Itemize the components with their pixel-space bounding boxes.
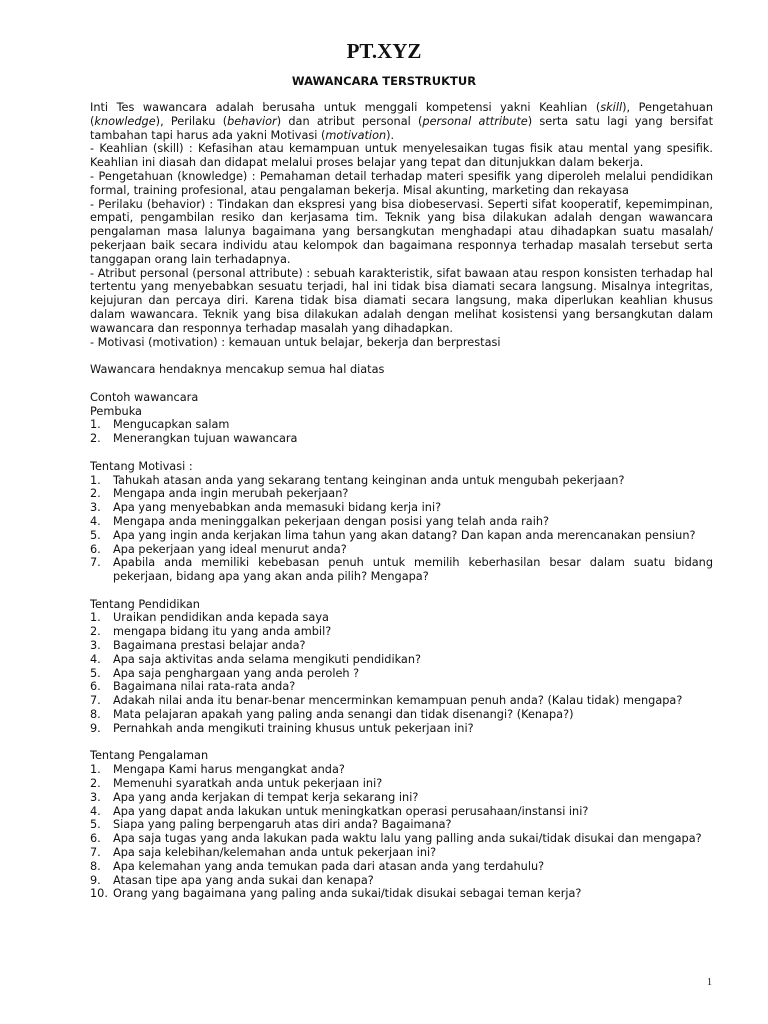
question-sections bbox=[90, 405, 713, 902]
list-item-number: 6. bbox=[90, 542, 101, 556]
list-item-number: 9. bbox=[90, 873, 101, 887]
list-item-number: 2. bbox=[90, 487, 101, 501]
list-item-number: 6. bbox=[90, 832, 101, 846]
list-item-text: Apa saja tugas yang anda lakukan pada waktu lalu yang palling anda sukai/tidak disukai dan mengapa? bbox=[113, 832, 702, 846]
list-item bbox=[90, 887, 713, 901]
list-item bbox=[90, 832, 713, 846]
summary-text: Wawancara hendaknya mencakup semua hal diatas bbox=[90, 363, 385, 377]
list-item-text: Mengucapkan salam bbox=[113, 418, 230, 432]
list-item-number: 8. bbox=[90, 708, 101, 722]
intro-text: ), Perilaku ( bbox=[155, 114, 228, 128]
list-item-text: Atasan tipe apa yang anda sukai dan kenapa? bbox=[113, 873, 374, 887]
list-item-number: 6. bbox=[90, 680, 101, 694]
list-item bbox=[90, 818, 713, 832]
list-item bbox=[90, 611, 713, 625]
section-heading: Tentang Pengalaman bbox=[90, 749, 209, 763]
list-item-text: mengapa bidang itu yang anda ambil? bbox=[113, 625, 332, 639]
section-heading: Tentang Motivasi : bbox=[90, 459, 193, 473]
question-list bbox=[90, 763, 713, 901]
list-item-number: 2. bbox=[90, 625, 101, 639]
list-item-text: Siapa yang paling berpengaruh atas diri anda? Bagaimana? bbox=[113, 818, 452, 832]
list-item bbox=[90, 874, 713, 888]
definition-knowledge: - Pengetahuan (knowledge) : Pemahaman detail terhadap materi spesifik yang diperoleh melalui pendidikan formal, training profesional, atau pengalaman bekerja. Misal akunting, marketing dan rekayasa bbox=[90, 169, 713, 197]
list-item bbox=[90, 860, 713, 874]
document-body bbox=[90, 101, 713, 901]
list-item-text: Adakah nilai anda itu benar-benar mencerminkan kemampuan penuh anda? (Kalau tidak) mengapa? bbox=[113, 694, 683, 708]
list-item-text: Apa yang dapat anda lakukan untuk meningkatkan operasi perusahaan/instansi ini? bbox=[113, 804, 589, 818]
list-item-number: 1. bbox=[90, 763, 101, 777]
intro-paragraph bbox=[90, 101, 713, 142]
spacer bbox=[90, 736, 713, 750]
list-item-text: Pernahkah anda mengikuti training khusus untuk pekerjaan ini? bbox=[113, 721, 474, 735]
list-item bbox=[90, 791, 713, 805]
spacer bbox=[90, 584, 713, 598]
list-item bbox=[90, 418, 713, 432]
definition-motivation: - Motivasi (motivation) : kemauan untuk belajar, bekerja dan berprestasi bbox=[90, 335, 501, 349]
list-item bbox=[90, 763, 713, 777]
list-item-number: 7. bbox=[90, 694, 101, 708]
intro-term: behavior bbox=[227, 114, 277, 128]
list-item-text: Orang yang bagaimana yang paling anda sukai/tidak disukai sebagai teman kerja? bbox=[113, 887, 582, 901]
page-number: 1 bbox=[707, 977, 712, 988]
list-item bbox=[90, 722, 713, 736]
list-item bbox=[90, 653, 713, 667]
list-item bbox=[90, 543, 713, 557]
list-item-text: Apabila anda memiliki kebebasan penuh untuk memilih keberhasilan besar dalam suatu bidang pekerjaan, bidang apa yang akan anda pilih? Mengapa? bbox=[113, 556, 713, 584]
list-item-number: 5. bbox=[90, 818, 101, 832]
list-item-text: Menerangkan tujuan wawancara bbox=[113, 432, 298, 446]
list-item bbox=[90, 694, 713, 708]
intro-term: personal attribute bbox=[422, 114, 528, 128]
question-list bbox=[90, 611, 713, 735]
intro-text: ). bbox=[386, 128, 395, 142]
definition-personal-attribute: - Atribut personal (personal attribute) : sebuah karakteristik, sifat bawaan atau respon konsisten terhadap hal tertentu yang menyebabkan sesuatu terjadi, hal ini tidak bisa diamati secara langsung. Misalnya integritas, kejujuran dan percaya diri. Karena tidak bisa diamati secara langsung, maka diperlukan keahlian khusus dalam wawancara. Teknik yang bisa dilakukan adalah dengan melihat kosistensi yang bersangkutan dalam wawancara dan responnya terhadap masalah yang dihadapkan. bbox=[90, 266, 713, 335]
list-item bbox=[90, 501, 713, 515]
list-item-number: 2. bbox=[90, 432, 101, 446]
list-item-text: Uraikan pendidikan anda kepada saya bbox=[113, 611, 329, 625]
definitions-list bbox=[90, 142, 713, 349]
list-item-number: 7. bbox=[90, 846, 101, 860]
list-item bbox=[90, 777, 713, 791]
document-subtitle: WAWANCARA TERSTRUKTUR bbox=[291, 74, 477, 88]
list-item-text: Apa kelemahan yang anda temukan pada dari atasan anda yang terdahulu? bbox=[113, 859, 545, 873]
intro-term: knowledge bbox=[94, 114, 156, 128]
list-item bbox=[90, 805, 713, 819]
spacer bbox=[90, 349, 713, 363]
list-item-text: Apa saja kelebihan/kelemahan anda untuk pekerjaan ini? bbox=[113, 846, 437, 860]
definition-behavior: - Perilaku (behavior) : Tindakan dan ekspresi yang bisa diobeservasi. Seperti sifat kooperatif, kepemimpinan, empati, pengambilan resiko dan kerjasama tim. Teknik yang bisa dilakukan adalah dengan wawancara pengalaman masa lalunya bagaimana yang bersangkutan menghadapi atau dihadapkan suatu masalah/ pekerjaan baik secara individu atau kelompok dan bagaimana responnya terhadap masalah tersebut serta tanggapan orang lain terhadapnya. bbox=[90, 197, 713, 266]
list-item-number: 3. bbox=[90, 790, 101, 804]
list-item bbox=[90, 529, 713, 543]
list-item-number: 1. bbox=[90, 473, 101, 487]
list-item-text: Mengapa anda ingin merubah pekerjaan? bbox=[113, 487, 349, 501]
list-item-text: Apa saja penghargaan yang anda peroleh ? bbox=[113, 666, 360, 680]
list-item bbox=[90, 680, 713, 694]
list-item-text: Bagaimana nilai rata-rata anda? bbox=[113, 680, 296, 694]
list-item-number: 8. bbox=[90, 859, 101, 873]
list-item bbox=[90, 474, 713, 488]
list-item bbox=[90, 432, 713, 446]
intro-text: Inti Tes wawancara adalah berusaha untuk menggali kompetensi yakni Keahlian ( bbox=[90, 101, 601, 114]
page-title: PT.XYZ bbox=[346, 39, 422, 63]
list-item-number: 2. bbox=[90, 777, 101, 791]
list-item-text: Apa yang menyebabkan anda memasuki bidang kerja ini? bbox=[113, 501, 442, 515]
list-item-number: 5. bbox=[90, 528, 101, 542]
list-item-number: 5. bbox=[90, 666, 101, 680]
list-item-number: 1. bbox=[90, 611, 101, 625]
intro-term: motivation bbox=[325, 128, 387, 142]
question-list bbox=[90, 474, 713, 584]
list-item-text: Apa saja aktivitas anda selama mengikuti pendidikan? bbox=[113, 652, 421, 666]
intro-term: skill bbox=[600, 101, 623, 114]
list-item bbox=[90, 639, 713, 653]
example-heading: Contoh wawancara bbox=[90, 390, 199, 404]
section-heading: Pembuka bbox=[90, 404, 142, 418]
definition-skill: - Keahlian (skill) : Kefasihan atau kemampuan untuk menyelesaikan tugas fisik atau mental yang spesifik. Keahlian ini diasah dan didapat melalui proses belajar yang tepat dan ditunjukkan dalam bekerja. bbox=[90, 142, 713, 170]
list-item-number: 7. bbox=[90, 556, 101, 570]
list-item-number: 4. bbox=[90, 514, 101, 528]
section-heading: Tentang Pendidikan bbox=[90, 597, 200, 611]
list-item bbox=[90, 625, 713, 639]
list-item bbox=[90, 487, 713, 501]
list-item-number: 4. bbox=[90, 652, 101, 666]
list-item-number: 3. bbox=[90, 639, 101, 653]
list-item bbox=[90, 515, 713, 529]
list-item-text: Mata pelajaran apakah yang paling anda senangi dan tidak disenangi? (Kenapa?) bbox=[113, 708, 574, 722]
list-item-text: Tahukah atasan anda yang sekarang tentang keinginan anda untuk mengubah pekerjaan? bbox=[113, 473, 625, 487]
list-item-number: 1. bbox=[90, 418, 101, 432]
list-item bbox=[90, 846, 713, 860]
spacer bbox=[90, 377, 713, 391]
list-item bbox=[90, 708, 713, 722]
intro-text: ) dan atribut personal ( bbox=[276, 114, 423, 128]
list-item-number: 10. bbox=[90, 887, 108, 901]
list-item-text: Mengapa Kami harus mengangkat anda? bbox=[113, 763, 345, 777]
list-item-text: Bagaimana prestasi belajar anda? bbox=[113, 639, 306, 653]
spacer bbox=[90, 446, 713, 460]
intro-text: ), Pengetahuan ( bbox=[90, 101, 714, 128]
list-item bbox=[90, 667, 713, 681]
list-item-text: Memenuhi syaratkah anda untuk pekerjaan ini? bbox=[113, 777, 383, 791]
list-item bbox=[90, 556, 713, 584]
list-item-text: Apa yang anda kerjakan di tempat kerja sekarang ini? bbox=[113, 790, 419, 804]
question-list bbox=[90, 418, 713, 446]
list-item-text: Apa yang ingin anda kerjakan lima tahun yang akan datang? Dan kapan anda merencanakan pensiun? bbox=[113, 528, 696, 542]
list-item-text: Apa pekerjaan yang ideal menurut anda? bbox=[113, 542, 347, 556]
list-item-number: 9. bbox=[90, 721, 101, 735]
intro-text: ) serta satu lagi yang bersifat tambahan tapi harus ada yakni Motivasi ( bbox=[90, 114, 713, 142]
list-item-text: Mengapa anda meninggalkan pekerjaan dengan posisi yang telah anda raih? bbox=[113, 514, 550, 528]
list-item-number: 3. bbox=[90, 501, 101, 515]
list-item-number: 4. bbox=[90, 804, 101, 818]
